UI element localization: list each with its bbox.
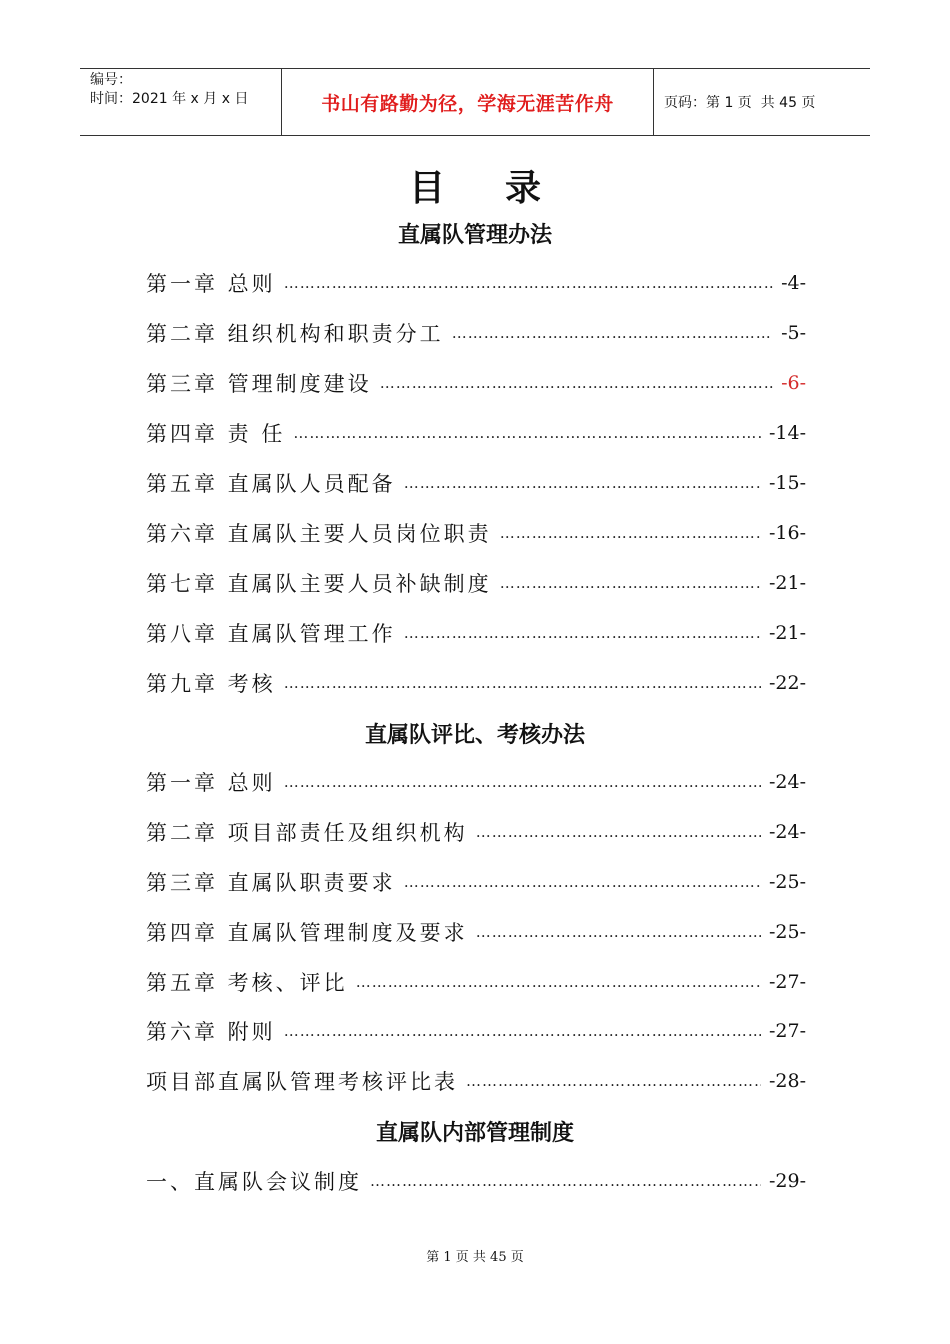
toc-entry[interactable] xyxy=(146,817,806,847)
toc-entry-label: 第四章 直属队管理制度及要求 xyxy=(146,921,468,945)
toc-entry-page: -27- xyxy=(768,971,806,993)
toc-entry-page: -27- xyxy=(768,1020,806,1042)
toc-leader-dots xyxy=(370,1172,761,1190)
toc-leader-dots xyxy=(476,923,761,941)
toc-entry-label: 第二章 项目部责任及组织机构 xyxy=(146,821,468,845)
toc-entry-page: -24- xyxy=(768,821,806,843)
toc-entry-label: 一、直属队会议制度 xyxy=(146,1170,362,1194)
toc-entry[interactable] xyxy=(146,1066,806,1096)
toc-entry-page: -21- xyxy=(768,622,806,644)
toc-entry[interactable] xyxy=(146,1016,806,1046)
document-number-label: 编号： xyxy=(90,72,132,88)
toc-entry[interactable] xyxy=(146,468,806,498)
toc-leader-dots xyxy=(404,474,761,492)
header-page-info: 页码：第 1 页 共 45 页 xyxy=(664,95,816,111)
toc-entry[interactable] xyxy=(146,568,806,598)
toc-entry-label: 第二章 组织机构和职责分工 xyxy=(146,322,444,346)
toc-entry-page: -28- xyxy=(768,1070,806,1092)
page-title-char-2: 录 xyxy=(505,168,542,209)
section-title-1: 直属队管理办法 xyxy=(397,222,552,248)
section-title-3: 直属队内部管理制度 xyxy=(375,1120,574,1146)
toc-entry-label: 第七章 直属队主要人员补缺制度 xyxy=(146,572,492,596)
toc-entry-page: -5- xyxy=(781,322,806,344)
toc-entry-label: 第三章 直属队职责要求 xyxy=(146,871,396,895)
toc-entry-page: -24- xyxy=(768,771,806,793)
toc-entry-label: 第九章 考核 xyxy=(146,672,276,696)
toc-entry[interactable] xyxy=(146,368,806,398)
toc-leader-dots xyxy=(466,1072,761,1090)
document-time-label: 时间：2021 年 x 月 x 日 xyxy=(90,91,249,107)
toc-entry-page: -25- xyxy=(768,871,806,893)
toc-leader-dots xyxy=(284,274,773,292)
toc-entry[interactable] xyxy=(146,967,806,997)
toc-entry-label: 第五章 直属队人员配备 xyxy=(146,472,396,496)
toc-entry-label: 第一章 总则 xyxy=(146,771,276,795)
toc-entry-label: 第六章 直属队主要人员岗位职责 xyxy=(146,522,492,546)
toc-leader-dots xyxy=(452,324,773,342)
toc-entry-page: -4- xyxy=(781,272,806,294)
toc-leader-dots xyxy=(476,823,761,841)
page-footer: 第 1 页 共 45 页 xyxy=(426,1250,524,1265)
header-meta-cell xyxy=(80,69,281,135)
toc-leader-dots xyxy=(404,624,761,642)
toc-entry-label: 第八章 直属队管理工作 xyxy=(146,622,396,646)
toc-entry[interactable] xyxy=(146,518,806,548)
page-title-char-1: 目 xyxy=(408,168,445,209)
header-motto: 书山有路勤为径，学海无涯苦作舟 xyxy=(281,69,654,135)
toc-entry[interactable] xyxy=(146,418,806,448)
toc-leader-dots xyxy=(284,1022,761,1040)
toc-entry-page: -15- xyxy=(768,472,806,494)
toc-entry-page: -29- xyxy=(768,1170,806,1192)
toc-entry-label: 第一章 总则 xyxy=(146,272,276,296)
toc-leader-dots xyxy=(284,674,761,692)
toc-entry[interactable] xyxy=(146,917,806,947)
toc-entry-label: 项目部直属队管理考核评比表 xyxy=(146,1070,458,1094)
toc-entry-label: 第五章 考核、评比 xyxy=(146,971,348,995)
toc-entry-page-highlighted: -6- xyxy=(781,372,806,394)
page-title xyxy=(0,160,950,211)
toc-leader-dots xyxy=(500,524,761,542)
toc-entry[interactable] xyxy=(146,268,806,298)
page-header xyxy=(80,68,870,136)
toc-leader-dots xyxy=(293,424,761,442)
toc-entry-label: 第三章 管理制度建设 xyxy=(146,372,372,396)
toc-entry-label: 第六章 附则 xyxy=(146,1020,276,1044)
toc-entry-page: -22- xyxy=(768,672,806,694)
toc-leader-dots xyxy=(284,773,761,791)
toc-entry[interactable] xyxy=(146,767,806,797)
toc-entry-page: -16- xyxy=(768,522,806,544)
toc-entry-page: -21- xyxy=(768,572,806,594)
toc-entry[interactable] xyxy=(146,867,806,897)
toc-entry-label: 第四章 责 任 xyxy=(146,422,286,446)
toc-entry[interactable] xyxy=(146,318,806,348)
toc-leader-dots xyxy=(404,873,761,891)
toc-leader-dots xyxy=(380,374,773,392)
toc-entry-page: -14- xyxy=(768,422,806,444)
section-title-2: 直属队评比、考核办法 xyxy=(364,722,585,748)
toc-entry[interactable] xyxy=(146,1166,806,1196)
toc-entry[interactable] xyxy=(146,618,806,648)
header-page-info-cell xyxy=(654,69,870,135)
toc-entry[interactable] xyxy=(146,668,806,698)
toc-leader-dots xyxy=(500,574,761,592)
toc-entry-page: -25- xyxy=(768,921,806,943)
toc-leader-dots xyxy=(356,973,761,991)
